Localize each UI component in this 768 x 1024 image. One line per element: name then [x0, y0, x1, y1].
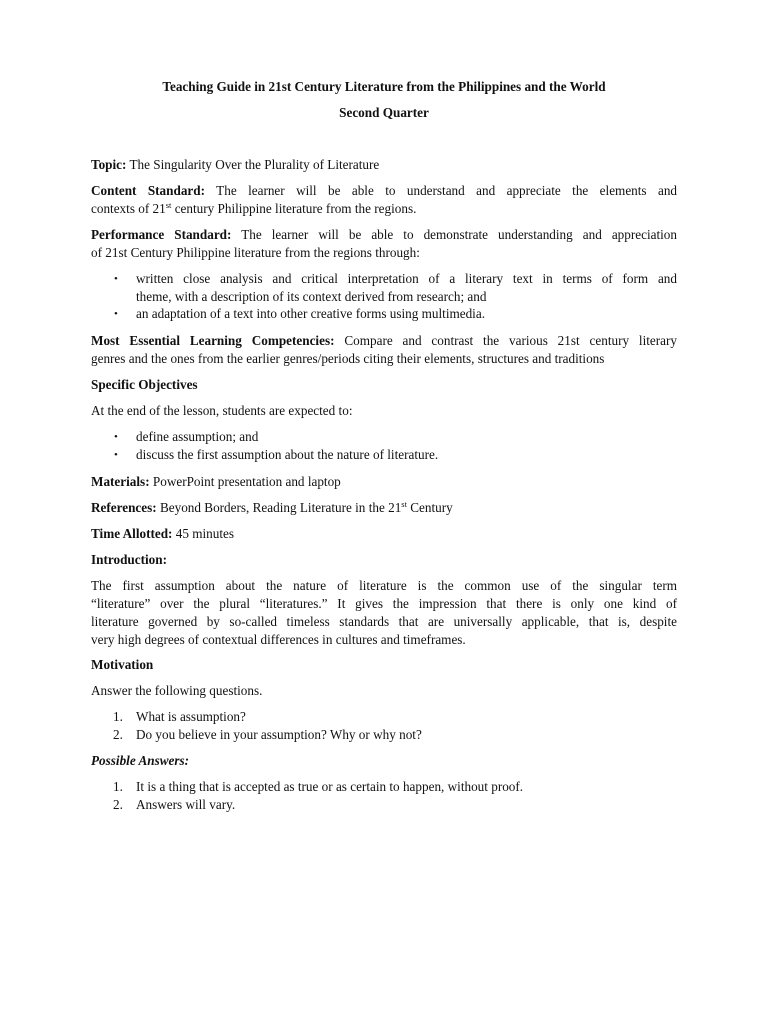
document-subtitle: Second Quarter	[339, 105, 429, 120]
references-label: References:	[91, 500, 157, 515]
content-standard-text-post: century Philippine literature from the regions.	[171, 201, 417, 216]
specific-objectives-intro: At the end of the lesson, students are expected to:	[91, 403, 353, 418]
topic-text: The Singularity Over the Plurality of Literature	[129, 157, 380, 172]
materials-label: Materials:	[91, 474, 150, 489]
bullet-text: an adaptation of a text into other creative forms using multimedia.	[136, 306, 485, 321]
melc-line1	[91, 332, 677, 350]
motivation-heading: Motivation	[91, 657, 154, 672]
melc-text: Compare and contrast the various 21st century literary	[344, 333, 677, 348]
content-standard-line1	[91, 182, 677, 200]
introduction-line: very high degrees of contextual differences in cultures and timeframes.	[91, 632, 466, 647]
melc-line2: genres and the ones from the earlier genres/periods citing their elements, structures and traditions	[91, 351, 605, 366]
performance-standard-label: Performance Standard:	[91, 227, 232, 242]
content-standard-text: The learner will be able to understand and appreciate the elements and	[216, 183, 678, 198]
content-standard-sup: st	[165, 200, 172, 210]
topic-label: Topic:	[91, 157, 127, 172]
bullet-text-line2: theme, with a description of its context derived from research; and	[136, 289, 487, 304]
objective-text: discuss the first assumption about the nature of literature.	[136, 447, 439, 462]
content-standard-label: Content Standard:	[91, 183, 205, 198]
question-text: Do you believe in your assumption? Why or why not?	[136, 727, 422, 742]
list-number: 1.	[113, 709, 123, 724]
list-number: 2.	[113, 797, 123, 812]
list-number: 1.	[113, 779, 123, 794]
time-allotted-line	[91, 525, 677, 543]
possible-answers-heading: Possible Answers:	[91, 753, 190, 768]
introduction-line: literature governed by so-called timeless standards that are universally applicable, that is, despite	[91, 614, 677, 629]
bullet-icon: •	[114, 431, 118, 443]
content-standard-line2	[91, 200, 677, 218]
question-text: What is assumption?	[136, 709, 246, 724]
document-title: Teaching Guide in 21st Century Literature from the Philippines and the World	[162, 79, 606, 94]
time-allotted-text: 45 minutes	[175, 526, 234, 541]
bullet-icon: •	[114, 449, 118, 461]
performance-standard-text: The learner will be able to demonstrate understanding and appreciation	[241, 227, 677, 242]
bullet-text-line1: written close analysis and critical interpretation of a literary text in terms of form and	[136, 271, 677, 286]
introduction-line: The first assumption about the nature of literature is the common use of the singular term	[91, 578, 677, 593]
list-item	[91, 428, 677, 446]
list-item	[91, 270, 677, 306]
bullet-icon: •	[114, 273, 118, 285]
materials-text: PowerPoint presentation and laptop	[152, 474, 341, 489]
materials-line	[91, 473, 677, 491]
list-item	[91, 708, 677, 726]
list-item	[91, 778, 677, 796]
list-number: 2.	[113, 727, 123, 742]
time-allotted-label: Time Allotted:	[91, 526, 173, 541]
references-text-post: Century	[406, 500, 453, 515]
bullet-icon: •	[114, 308, 118, 320]
topic-line	[91, 156, 677, 174]
references-text-pre: Beyond Borders, Reading Literature in the 21	[159, 500, 402, 515]
content-standard-text-pre: contexts of 21	[91, 201, 166, 216]
answer-text: Answers will vary.	[136, 797, 236, 812]
performance-standard-line1	[91, 226, 677, 244]
list-item	[91, 796, 677, 814]
list-item	[91, 726, 677, 744]
answer-text: It is a thing that is accepted as true or as certain to happen, without proof.	[136, 779, 524, 794]
objective-text: define assumption; and	[136, 429, 259, 444]
list-item	[91, 305, 677, 323]
list-item	[91, 446, 677, 464]
introduction-line: “literature” over the plural “literatures.” It gives the impression that there is only one kind of	[91, 596, 677, 611]
melc-label: Most Essential Learning Competencies:	[91, 333, 335, 348]
performance-standard-line2: of 21st Century Philippine literature from the regions through:	[91, 245, 420, 260]
references-line	[91, 499, 677, 517]
references-sup: st	[401, 499, 407, 509]
motivation-intro: Answer the following questions.	[91, 683, 263, 698]
introduction-heading: Introduction:	[91, 552, 167, 567]
specific-objectives-heading: Specific Objectives	[91, 377, 198, 392]
